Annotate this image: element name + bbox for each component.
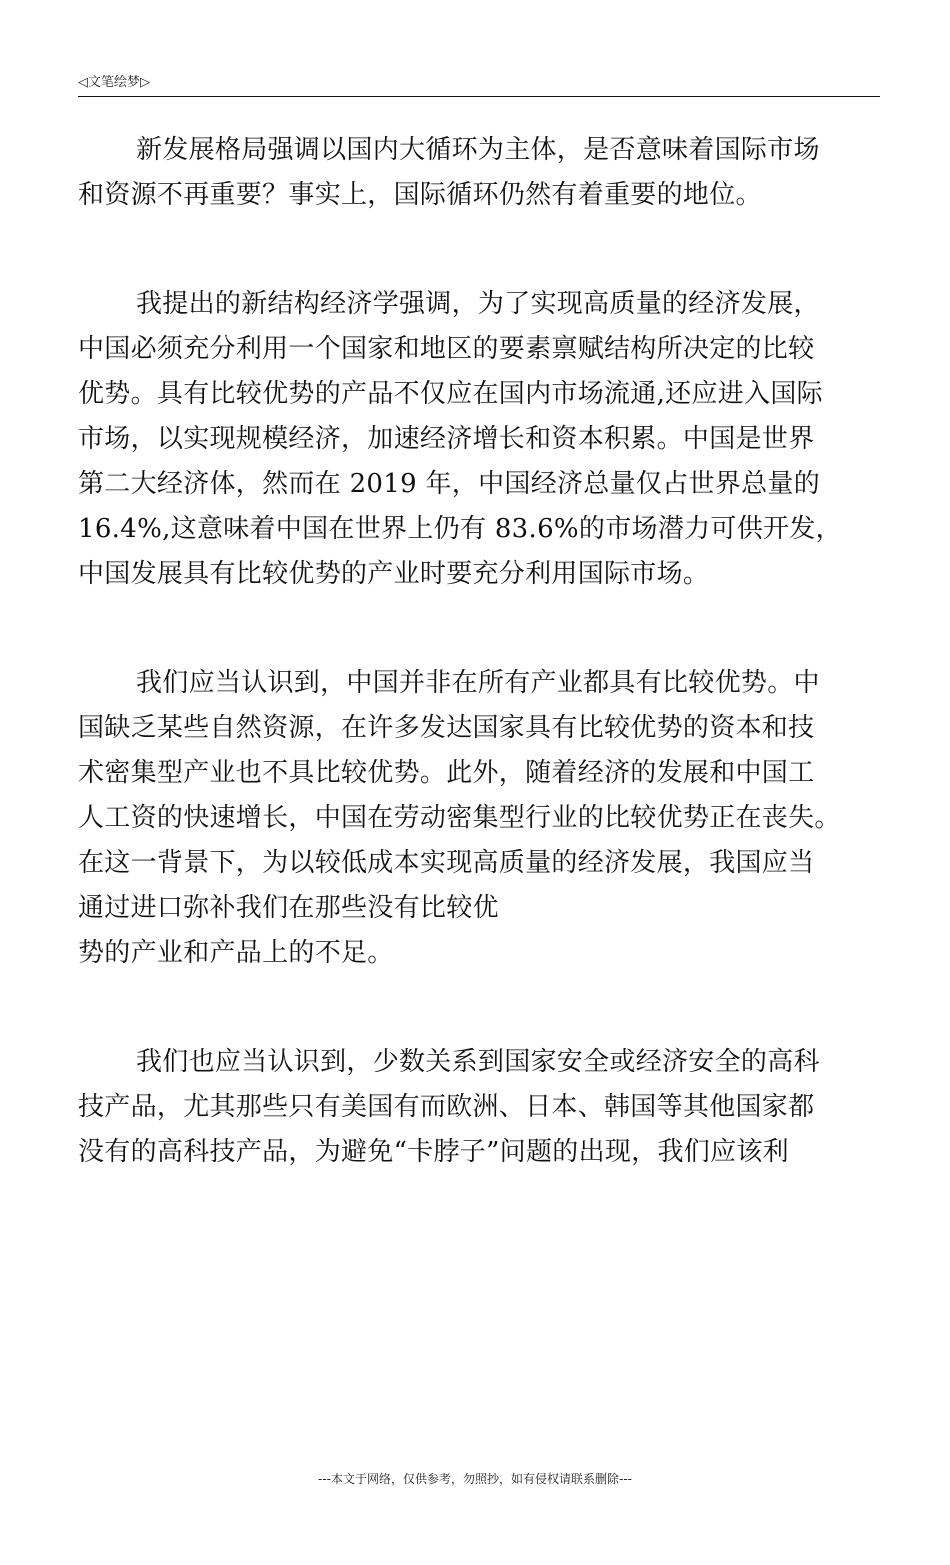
text-line: 市场，以实现规模经济，加速经济增长和资本积累。中国是世界 <box>78 424 815 454</box>
text-line: 我提出的新结构经济学强调，为了实现高质量的经济发展， <box>136 289 820 319</box>
text-line: 中国发展具有比较优势的产业时要充分利用国际市场。 <box>78 559 710 589</box>
document-body <box>78 128 884 1239</box>
paragraph-4 <box>78 1040 884 1175</box>
text-line: 我们应当认识到，中国并非在所有产业都具有比较优势。中 <box>136 668 820 698</box>
text-line: 没有的高科技产品，为避免“卡脖子”问题的出现，我们应该利 <box>78 1137 789 1167</box>
text-line: 第二大经济体，然而在 2019 年，中国经济总量仅占世界总量的 <box>78 469 820 499</box>
paragraph-1 <box>78 128 884 218</box>
text-line: 人工资的快速增长，中国在劳动密集型行业的比较优势正在丧失。 <box>78 803 841 833</box>
text-line: 中国必须充分利用一个国家和地区的要素禀赋结构所决定的比较 <box>78 334 815 364</box>
footer-notice: ---本文于网络，仅供参考，勿照抄，如有侵权请联系删除--- <box>318 1472 632 1486</box>
paragraph-3 <box>78 661 884 976</box>
text-line: 通过进口弥补我们在那些没有比较优 <box>78 893 499 923</box>
text-line: 16.4%,这意味着中国在世界上仍有 83.6%的市场潜力可供开发， <box>78 514 842 544</box>
page-footer <box>0 1470 950 1487</box>
text-line: 在这一背景下，为以较低成本实现高质量的经济发展，我国应当 <box>78 848 815 878</box>
text-line: 新发展格局强调以国内大循环为主体，是否意味着国际市场 <box>136 135 820 165</box>
text-line: 我们也应当认识到，少数关系到国家安全或经济安全的高科 <box>136 1047 820 1077</box>
text-line: 势的产业和产品上的不足。 <box>78 938 394 968</box>
text-line: 国缺乏某些自然资源，在许多发达国家具有比较优势的资本和技 <box>78 713 815 743</box>
text-line: 和资源不再重要？事实上，国际循环仍然有着重要的地位。 <box>78 180 762 210</box>
page-header <box>78 74 880 97</box>
header-title: ◁文笔绘梦▷ <box>78 75 150 90</box>
text-line: 技产品，尤其那些只有美国有而欧洲、日本、韩国等其他国家都 <box>78 1092 815 1122</box>
text-line: 优势。具有比较优势的产品不仅应在国内市场流通,还应进入国际 <box>78 379 823 409</box>
text-line: 术密集型产业也不具比较优势。此外，随着经济的发展和中国工 <box>78 758 815 788</box>
paragraph-2 <box>78 282 884 597</box>
